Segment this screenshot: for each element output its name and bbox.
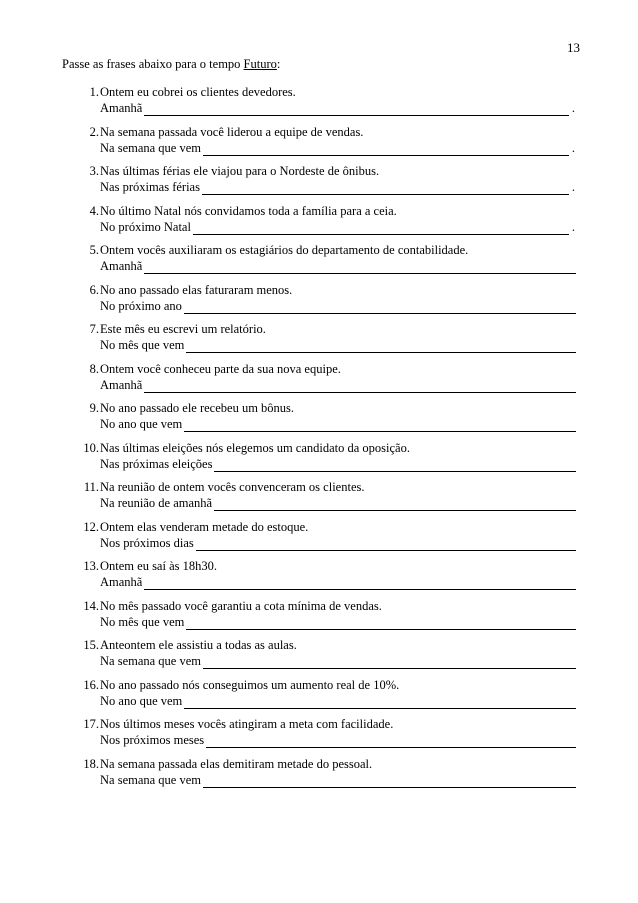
answer-prompt: Na reunião de amanhã: [100, 496, 213, 510]
exercise-sentence: Ontem você conheceu parte da sua nova equipe.: [100, 361, 341, 376]
answer-blank[interactable]: [203, 776, 576, 788]
exercise-sentence: Na semana passada você liderou a equipe de vendas.: [100, 124, 364, 139]
exercise-answer-line: [100, 772, 579, 788]
exercise-number: 7.: [89, 322, 99, 336]
answer-blank[interactable]: [196, 539, 576, 551]
exercise-answer-line: [100, 574, 579, 590]
answer-blank[interactable]: [206, 736, 576, 748]
answer-prompt: No mês que vem: [100, 614, 185, 629]
exercise-answer-line: [100, 614, 579, 630]
answer-punctuation: .: [571, 140, 575, 155]
exercise-number: 10.: [83, 440, 99, 455]
page-number: 13: [567, 40, 580, 55]
exercise-answer-line: [100, 456, 579, 472]
exercise-sentence: No mês passado você garantiu a cota mínima de vendas.: [100, 598, 382, 613]
exercise-answer-line: [100, 653, 579, 669]
exercise-item: [62, 124, 582, 164]
exercise-answer-line: [100, 298, 579, 314]
instruction-tense: Futuro: [243, 57, 277, 71]
exercise-number: 12.: [83, 519, 99, 534]
exercise-number: 18.: [83, 756, 99, 771]
answer-blank[interactable]: [184, 302, 576, 314]
answer-prompt: No próximo ano: [100, 298, 182, 313]
answer-blank[interactable]: [144, 381, 576, 393]
exercise-number: 1.: [89, 85, 99, 99]
answer-prompt: No ano que vem: [100, 417, 183, 431]
answer-blank[interactable]: [193, 223, 569, 235]
exercise-sentence: Este mês eu escrevi um relatório.: [100, 322, 266, 336]
answer-prompt: No ano que vem: [100, 693, 183, 708]
answer-prompt: Amanhã: [100, 101, 143, 115]
answer-blank[interactable]: [186, 341, 576, 353]
exercise-sentence: No ano passado ele recebeu um bônus.: [100, 401, 295, 415]
instruction: [62, 57, 280, 72]
exercise-sentence: No ano passado nós conseguimos um aumento real de 10%.: [100, 677, 400, 692]
exercise-sentence: No ano passado elas faturaram menos.: [100, 282, 293, 297]
exercise-sentence: Ontem elas venderam metade do estoque.: [100, 519, 309, 534]
answer-punctuation: .: [571, 219, 575, 234]
exercise-sentence: Na reunião de ontem vocês convenceram os clientes.: [100, 480, 365, 494]
answer-prompt: Nos próximos dias: [100, 535, 194, 550]
exercise-item: [62, 321, 582, 361]
exercise-item: [62, 282, 582, 322]
answer-prompt: Nas próximas eleições: [100, 456, 213, 471]
exercise-sentence: Ontem eu cobrei os clientes devedores.: [100, 85, 296, 99]
exercise-answer-line: [100, 416, 579, 432]
answer-blank[interactable]: [184, 420, 576, 432]
answer-prompt: Nas próximas férias: [100, 180, 200, 194]
exercise-item: [62, 558, 582, 598]
exercise-item: [62, 598, 582, 638]
instruction-prefix: Passe as frases abaixo para o tempo: [62, 57, 244, 71]
answer-blank[interactable]: [184, 697, 576, 709]
exercise-number: 2.: [89, 124, 99, 139]
answer-prompt: Na semana que vem: [100, 654, 202, 668]
exercise-item: [62, 637, 582, 677]
exercise-item: [62, 361, 582, 401]
exercise-answer-line: [100, 535, 579, 551]
exercise-answer-line: [100, 693, 579, 709]
instruction-suffix: :: [276, 57, 281, 71]
exercise-item: [62, 440, 582, 480]
answer-prompt: Nos próximos meses: [100, 733, 205, 747]
answer-prompt: No próximo Natal: [100, 219, 191, 234]
answer-blank[interactable]: [144, 262, 576, 274]
exercise-number: 15.: [83, 638, 99, 652]
exercise-answer-line: [100, 337, 579, 353]
exercise-sentence: Nas últimas férias ele viajou para o Nordeste de ônibus.: [100, 164, 380, 178]
exercise-item: [62, 519, 582, 559]
answer-prompt: No mês que vem: [100, 338, 185, 352]
answer-blank[interactable]: [144, 578, 576, 590]
answer-prompt: Amanhã: [100, 259, 143, 273]
exercise-number: 11.: [83, 480, 99, 494]
answer-blank[interactable]: [202, 183, 569, 195]
exercise-answer-line: [100, 377, 579, 393]
exercise-number: 6.: [89, 282, 99, 297]
exercise-sentence: Ontem vocês auxiliaram os estagiários do departamento de contabilidade.: [100, 243, 469, 257]
exercise-sentence: Ontem eu saí às 18h30.: [100, 559, 217, 573]
exercise-answer-line: [100, 258, 579, 274]
exercise-item: [62, 716, 582, 756]
exercise-answer-line: [100, 219, 575, 235]
exercise-item: [62, 203, 582, 243]
answer-blank[interactable]: [144, 104, 569, 116]
exercise-item: [62, 242, 582, 282]
exercise-sentence: Nas últimas eleições nós elegemos um candidato da oposição.: [100, 440, 410, 455]
exercise-sentence: Anteontem ele assistiu a todas as aulas.: [100, 638, 297, 652]
exercise-item: [62, 479, 582, 519]
exercise-item: [62, 84, 582, 124]
exercise-number: 9.: [89, 401, 99, 415]
exercise-number: 14.: [83, 598, 99, 613]
exercise-item: [62, 677, 582, 717]
exercise-number: 3.: [89, 164, 99, 178]
exercise-number: 8.: [89, 361, 99, 376]
answer-blank[interactable]: [214, 460, 576, 472]
exercise-answer-line: [100, 179, 575, 195]
answer-blank[interactable]: [186, 618, 576, 630]
exercise-number: 4.: [89, 203, 99, 218]
exercise-item: [62, 163, 582, 203]
answer-blank[interactable]: [214, 499, 576, 511]
exercise-answer-line: [100, 732, 579, 748]
exercise-answer-line: [100, 140, 575, 156]
exercise-answer-line: [100, 495, 579, 511]
exercise-list: [62, 84, 582, 795]
exercise-answer-line: [100, 100, 575, 116]
exercise-item: [62, 400, 582, 440]
exercise-number: 5.: [89, 243, 99, 257]
exercise-number: 17.: [83, 717, 99, 731]
exercise-sentence: Na semana passada elas demitiram metade do pessoal.: [100, 756, 373, 771]
answer-blank[interactable]: [203, 144, 569, 156]
answer-prompt: Amanhã: [100, 575, 143, 589]
exercise-item: [62, 756, 582, 796]
answer-prompt: Na semana que vem: [100, 140, 202, 155]
answer-prompt: Na semana que vem: [100, 772, 202, 787]
exercise-sentence: No último Natal nós convidamos toda a família para a ceia.: [100, 203, 397, 218]
exercise-number: 13.: [83, 559, 99, 573]
answer-punctuation: .: [571, 101, 575, 115]
exercise-number: 16.: [83, 677, 99, 692]
answer-punctuation: .: [571, 180, 575, 194]
answer-prompt: Amanhã: [100, 377, 143, 392]
answer-blank[interactable]: [203, 657, 576, 669]
exercise-sentence: Nos últimos meses vocês atingiram a meta com facilidade.: [100, 717, 394, 731]
